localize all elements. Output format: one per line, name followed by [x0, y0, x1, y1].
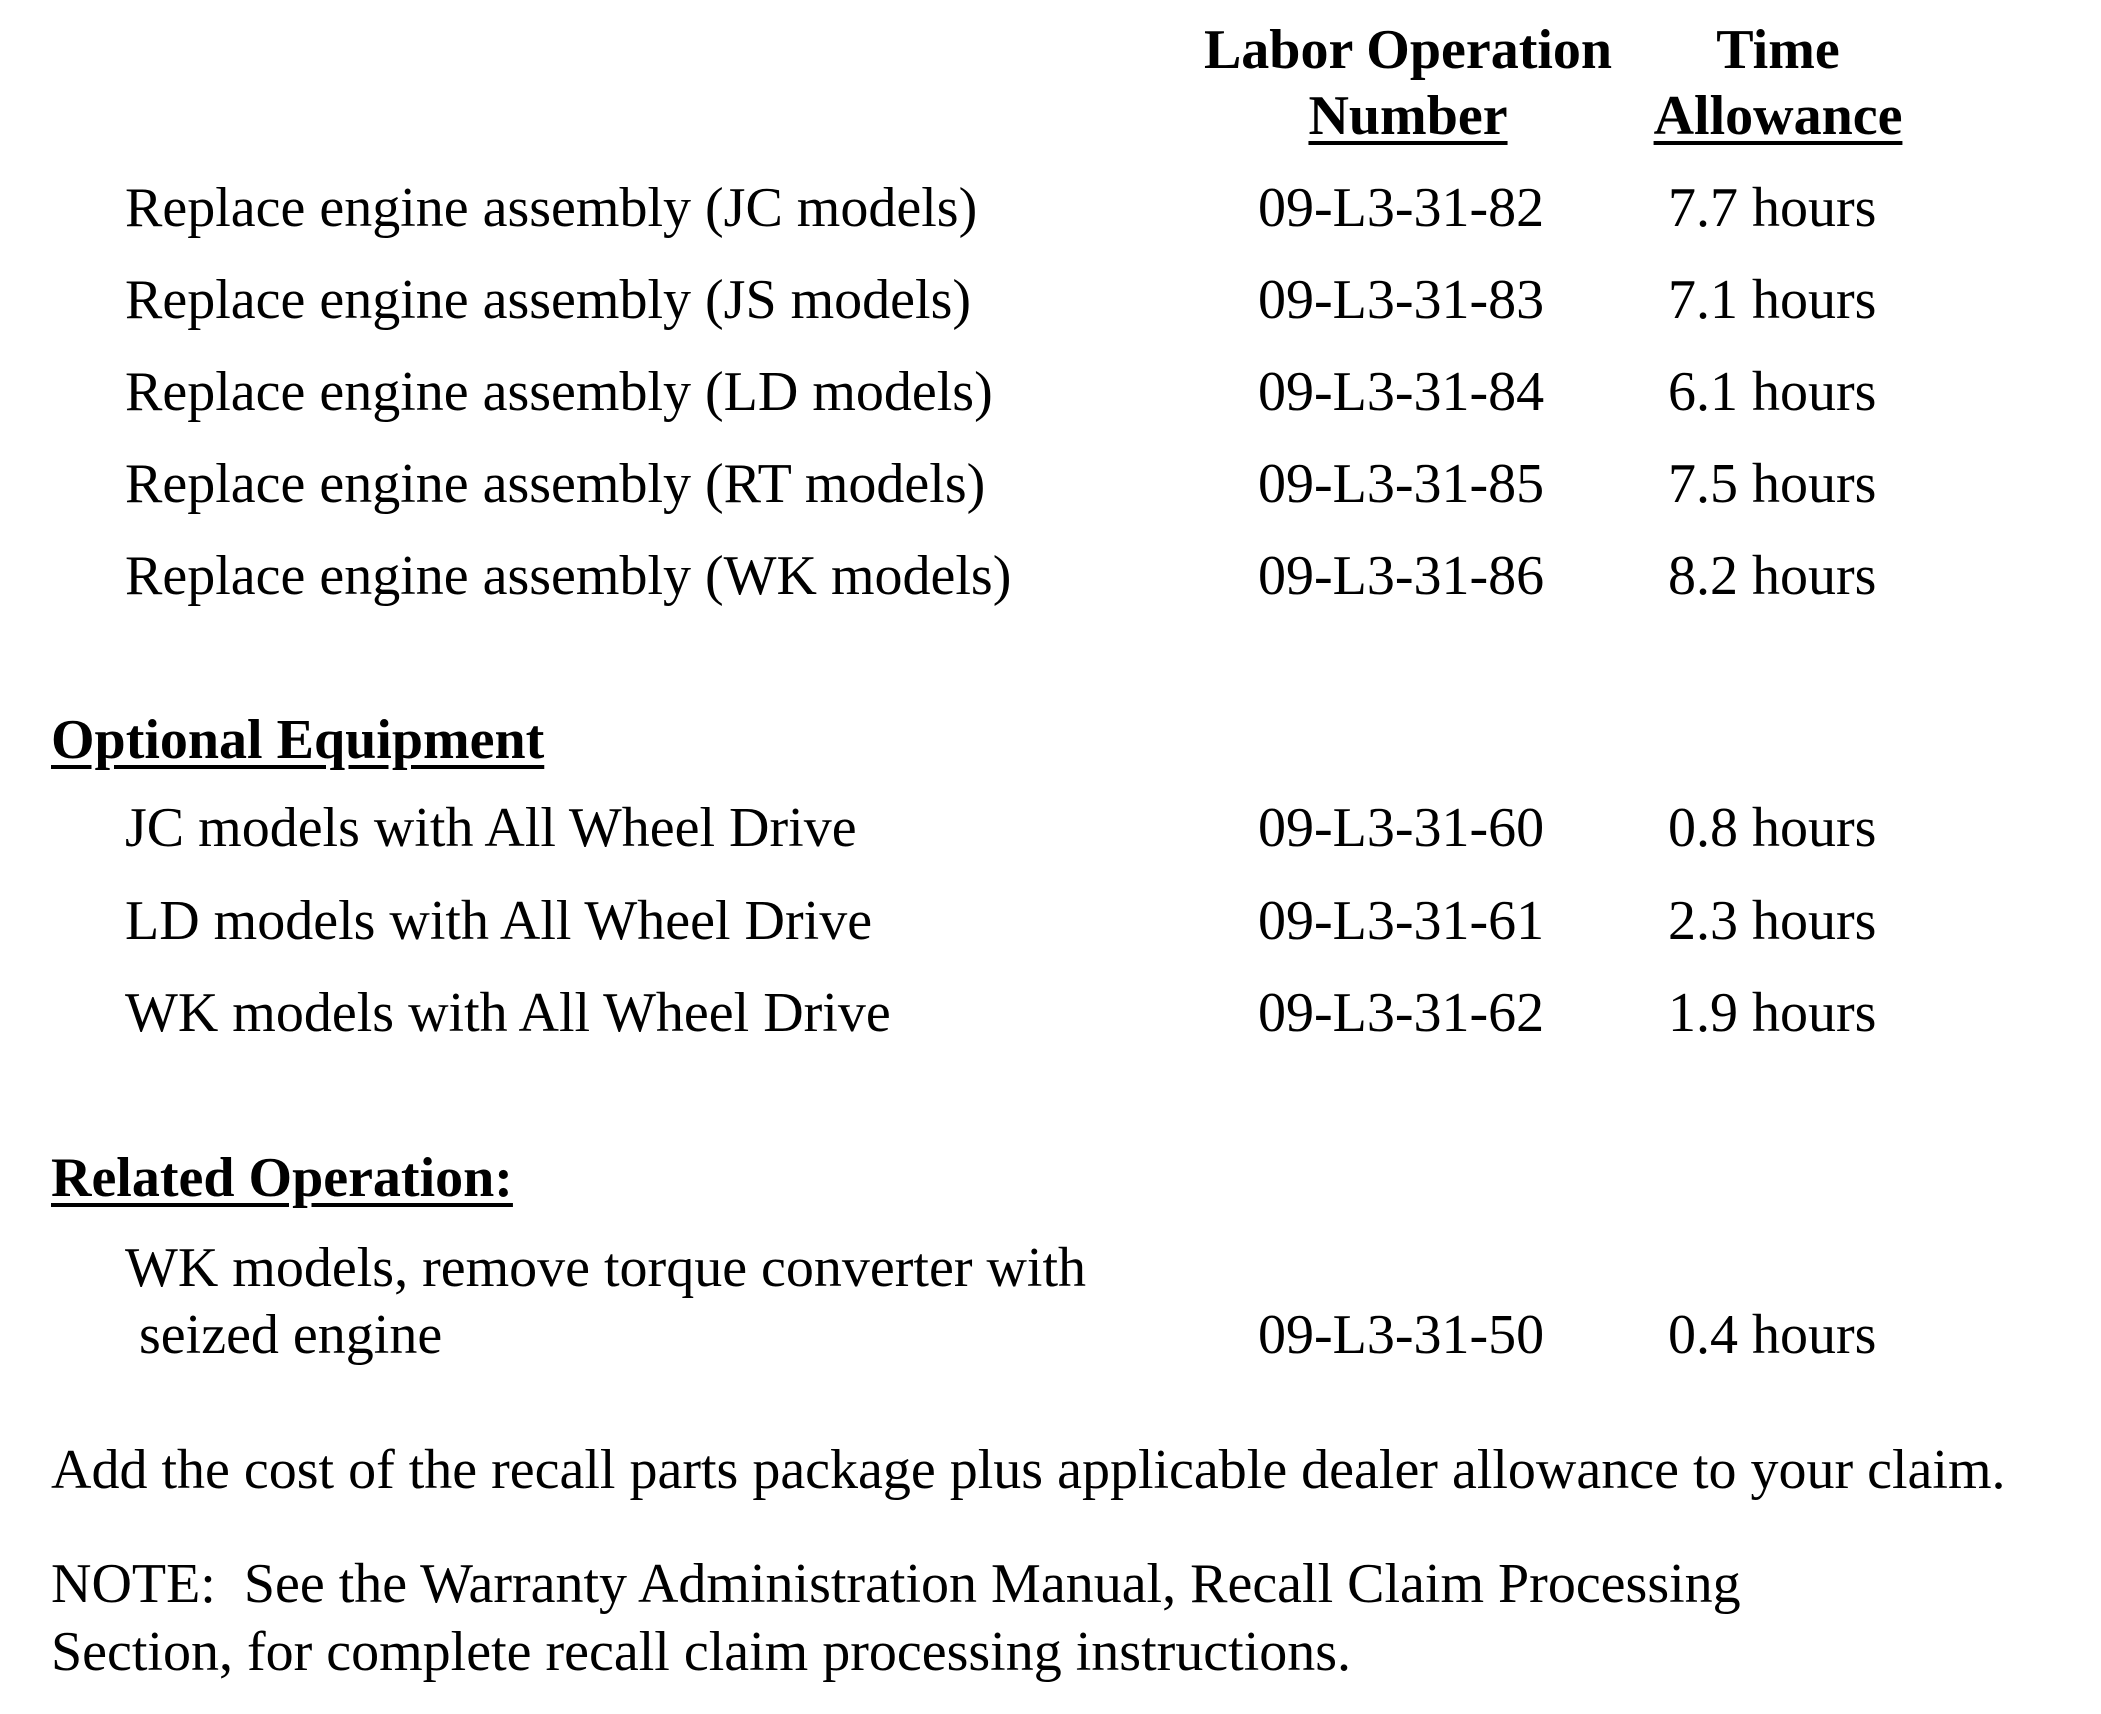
engine-row-label: Replace engine assembly (JS models) [125, 269, 972, 331]
optional-row-label: LD models with All Wheel Drive [125, 890, 873, 952]
optional-row-label: WK models with All Wheel Drive [125, 982, 891, 1044]
related-row-time: 0.4 hours [1668, 1304, 1877, 1366]
related-row-label-line1: WK models, remove torque converter with [125, 1237, 1087, 1299]
related-row-number: 09-L3-31-50 [1258, 1304, 1545, 1366]
engine-row-label: Replace engine assembly (WK models) [125, 545, 1012, 607]
optional-row-time: 0.8 hours [1668, 797, 1877, 859]
optional-row-number: 09-L3-31-61 [1258, 890, 1545, 952]
engine-row-number: 09-L3-31-86 [1258, 545, 1545, 607]
related-operation-heading: Related Operation: [51, 1147, 513, 1209]
engine-row-time: 7.7 hours [1668, 177, 1877, 239]
note-line-1: NOTE: See the Warranty Administration Manual, Recall Claim Processing [51, 1553, 1741, 1615]
engine-row-time: 7.1 hours [1668, 269, 1877, 331]
optional-row-label: JC models with All Wheel Drive [125, 797, 857, 859]
engine-row-label: Replace engine assembly (RT models) [125, 453, 986, 515]
time-allowance-header: Allowance [1653, 85, 1903, 147]
labor-number-header: Number [1308, 85, 1508, 147]
time-header: Time [1716, 19, 1840, 81]
optional-equipment-heading: Optional Equipment [51, 709, 545, 771]
optional-row-time: 1.9 hours [1668, 982, 1877, 1044]
optional-row-time: 2.3 hours [1668, 890, 1877, 952]
labor-operation-header: Labor Operation [1203, 19, 1613, 81]
engine-row-number: 09-L3-31-84 [1258, 361, 1545, 423]
cost-instruction-text: Add the cost of the recall parts package plus applicable dealer allowance to your claim. [51, 1439, 2006, 1501]
note-line-2: Section, for complete recall claim processing instructions. [51, 1621, 1352, 1683]
engine-row-label: Replace engine assembly (JC models) [125, 177, 978, 239]
engine-row-time: 7.5 hours [1668, 453, 1877, 515]
optional-row-number: 09-L3-31-62 [1258, 982, 1545, 1044]
optional-row-number: 09-L3-31-60 [1258, 797, 1545, 859]
engine-row-label: Replace engine assembly (LD models) [125, 361, 993, 423]
related-row-label-line2: seized engine [125, 1304, 443, 1366]
engine-row-number: 09-L3-31-85 [1258, 453, 1545, 515]
engine-row-number: 09-L3-31-83 [1258, 269, 1545, 331]
engine-row-time: 6.1 hours [1668, 361, 1877, 423]
engine-row-number: 09-L3-31-82 [1258, 177, 1545, 239]
engine-row-time: 8.2 hours [1668, 545, 1877, 607]
